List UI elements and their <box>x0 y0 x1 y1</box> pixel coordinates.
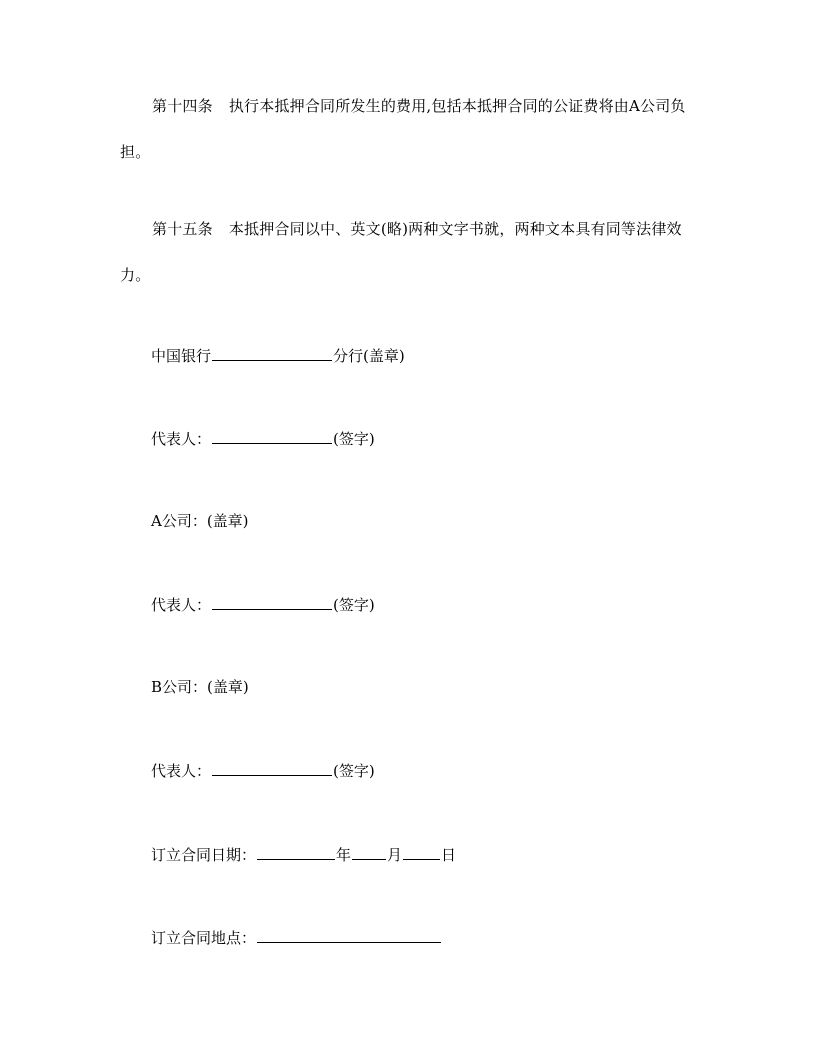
company-b-representative-blank[interactable] <box>212 758 332 776</box>
company-a-line <box>151 509 249 533</box>
article-15 <box>120 206 700 298</box>
representative-label: 代表人： <box>151 762 212 780</box>
month-label: 月 <box>387 846 403 864</box>
article-15-label: 第十五条 <box>152 220 213 238</box>
bank-prefix: 中国银行 <box>151 347 212 365</box>
bank-signature-line <box>151 343 405 367</box>
article-14-text: 执行本抵押合同所发生的费用,包括本抵押合同的公证费将由A公司负担。 <box>120 97 686 161</box>
company-b-representative-line <box>151 758 375 782</box>
contract-date-line <box>151 842 456 866</box>
representative-label: 代表人： <box>151 430 212 448</box>
company-b-seal: B公司：(盖章) <box>151 678 249 696</box>
article-14 <box>120 83 700 175</box>
sign-note: (签字) <box>333 596 375 614</box>
company-b-line <box>151 675 249 699</box>
place-label: 订立合同地点： <box>151 929 257 947</box>
representative-label: 代表人： <box>151 596 212 614</box>
year-blank[interactable] <box>257 842 335 860</box>
bank-suffix: 分行(盖章) <box>333 347 405 365</box>
company-a-representative-line <box>151 592 375 616</box>
article-14-label: 第十四条 <box>152 97 213 115</box>
bank-representative-blank[interactable] <box>212 426 332 444</box>
contract-place-line <box>151 925 442 949</box>
sign-note: (签字) <box>333 762 375 780</box>
place-blank[interactable] <box>257 925 441 943</box>
article-15-text: 本抵押合同以中、英文(略)两种文字书就，两种文本具有同等法律效力。 <box>120 220 682 284</box>
bank-branch-blank[interactable] <box>212 343 332 361</box>
date-label: 订立合同日期： <box>151 846 257 864</box>
bank-representative-line <box>151 426 375 450</box>
company-a-seal: A公司：(盖章) <box>151 512 249 530</box>
day-label: 日 <box>441 846 457 864</box>
month-blank[interactable] <box>352 842 386 860</box>
company-a-representative-blank[interactable] <box>212 592 332 610</box>
day-blank[interactable] <box>403 842 440 860</box>
sign-note: (签字) <box>333 430 375 448</box>
year-label: 年 <box>336 846 352 864</box>
